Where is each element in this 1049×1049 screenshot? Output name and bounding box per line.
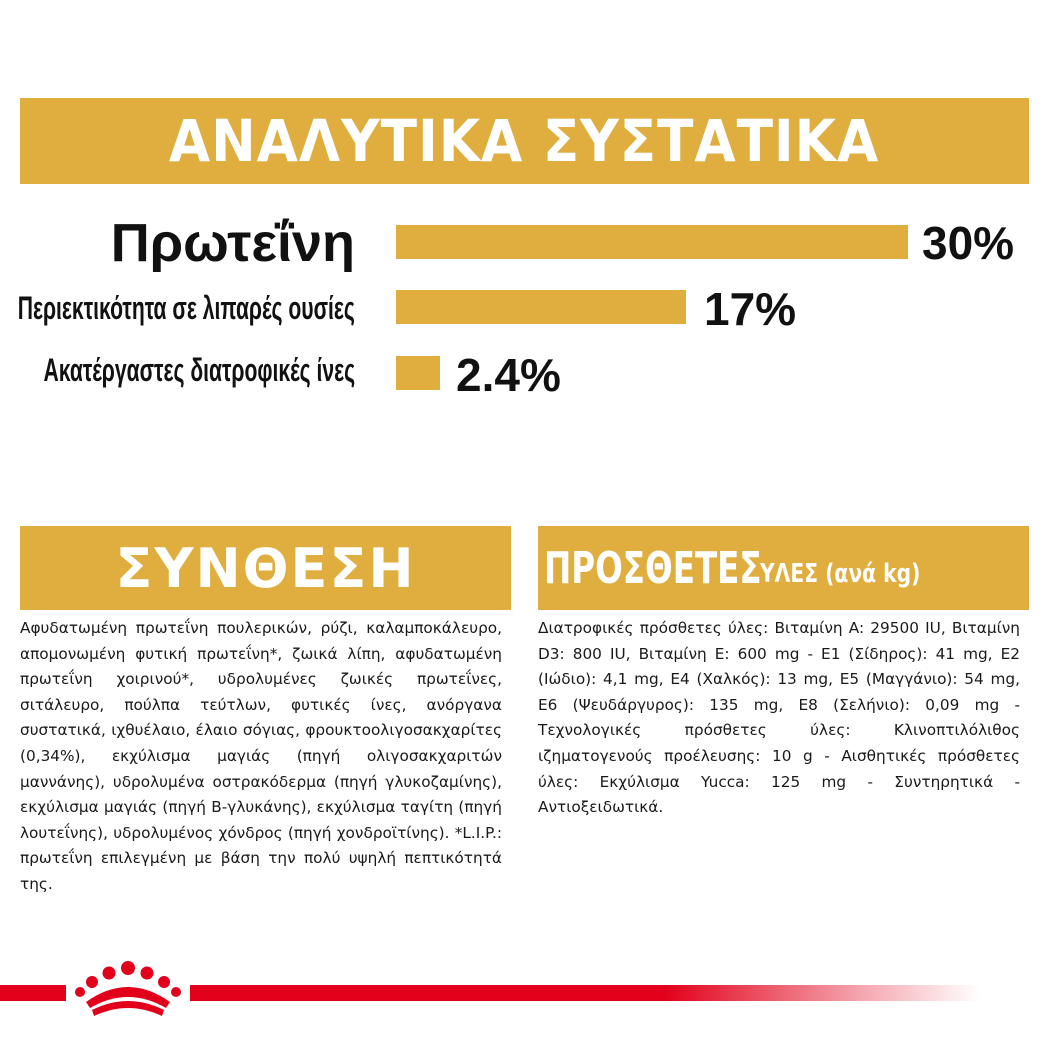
fat-bar (396, 290, 686, 324)
fiber-label: Ακατέργαστες διατροφικές ίνες (43, 352, 355, 388)
fiber-value: 2.4% (456, 349, 561, 401)
royal-canin-crown-icon (68, 958, 188, 1020)
fiber-bar (396, 356, 440, 390)
brand-stripe-right (190, 985, 980, 1001)
protein-label: Πρωτεΐνη (110, 213, 355, 273)
protein-value: 30% (922, 217, 1015, 269)
additives-subtitle: ΥΛΕΣ (ανά kg) (760, 559, 921, 589)
additives-banner (538, 526, 1029, 610)
fat-value: 17% (704, 283, 797, 335)
brand-stripe-left (0, 985, 66, 1001)
fat-label: Περιεκτικότητα σε λιπαρές ουσίες (17, 290, 355, 326)
protein-bar (396, 225, 908, 259)
additives-title: ΠΡΟΣΘΕΤΕΣ (544, 542, 762, 594)
page-title: ΑΝΑΛΥΤΙΚΑ ΣΥΣΤΑΤΙΚΑ (169, 107, 880, 175)
composition-banner (20, 526, 511, 610)
composition-title: ΣΥΝΘΕΣΗ (115, 536, 416, 600)
composition-text: Αφυδατωμένη πρωτεΐνη πουλερικών, ρύζι, καλαμποκάλευρο, απομονωμένη φυτική πρωτεΐνη*, ζωικά λίπη, αφυδατωμένη πρωτεΐνη χοιρινού*, υδρολυμένες ζωικές πρωτεΐνες, σιτάλευρο, πούλπα τεύτλων, φυτικές ίνες, ανόργανα συστατικά, ιχθυέλαιο, έλαιο σόγιας, φρουκτοολιγοσακχαρίτες (0,34%), εκχύλισμα μαγιάς (πηγή ολιγοσακχαριτών μαννάνης), υδρολυμένα οστρακόδερμα (πηγή γλυκοζαμίνης), εκχύλισμα μαγιάς (πηγή Β-γλυκάνης), εκχύλισμα ταγίτη (πηγή λουτεΐνης), υδρολυμένος χόνδρος (πηγή χονδροϊτίνης). *L.I.P.: πρωτεΐνη επιλεγμένη με βάση την πολύ υψηλή πεπτικότητά της. (20, 619, 502, 893)
additives-text: Διατροφικές πρόσθετες ύλες: Βιταμίνη A: 29500 IU, Βιταμίνη D3: 800 IU, Βιταμίνη E: 600 mg - E1 (Σίδηρος): 41 mg, E2 (Ιώδιο): 4,1 mg, E4 (Χαλκός): 13 mg, E5 (Μαγγάνιο): 54 mg, E6 (Ψευδάργυρος): 135 mg, E8 (Σελήνιο): 0,09 mg - Τεχνολογικές πρόσθετες ύλες: Κλινοπτιλόλιθος ιζηματογενούς προέλευσης: 10 g - Αισθητικές πρόσθετες ύλες: Εκχύλισμα Yucca: 125 mg - Συντηρητικά - Αντιοξειδωτικά. (538, 619, 1020, 817)
analytical-constituents-banner (20, 98, 1029, 184)
